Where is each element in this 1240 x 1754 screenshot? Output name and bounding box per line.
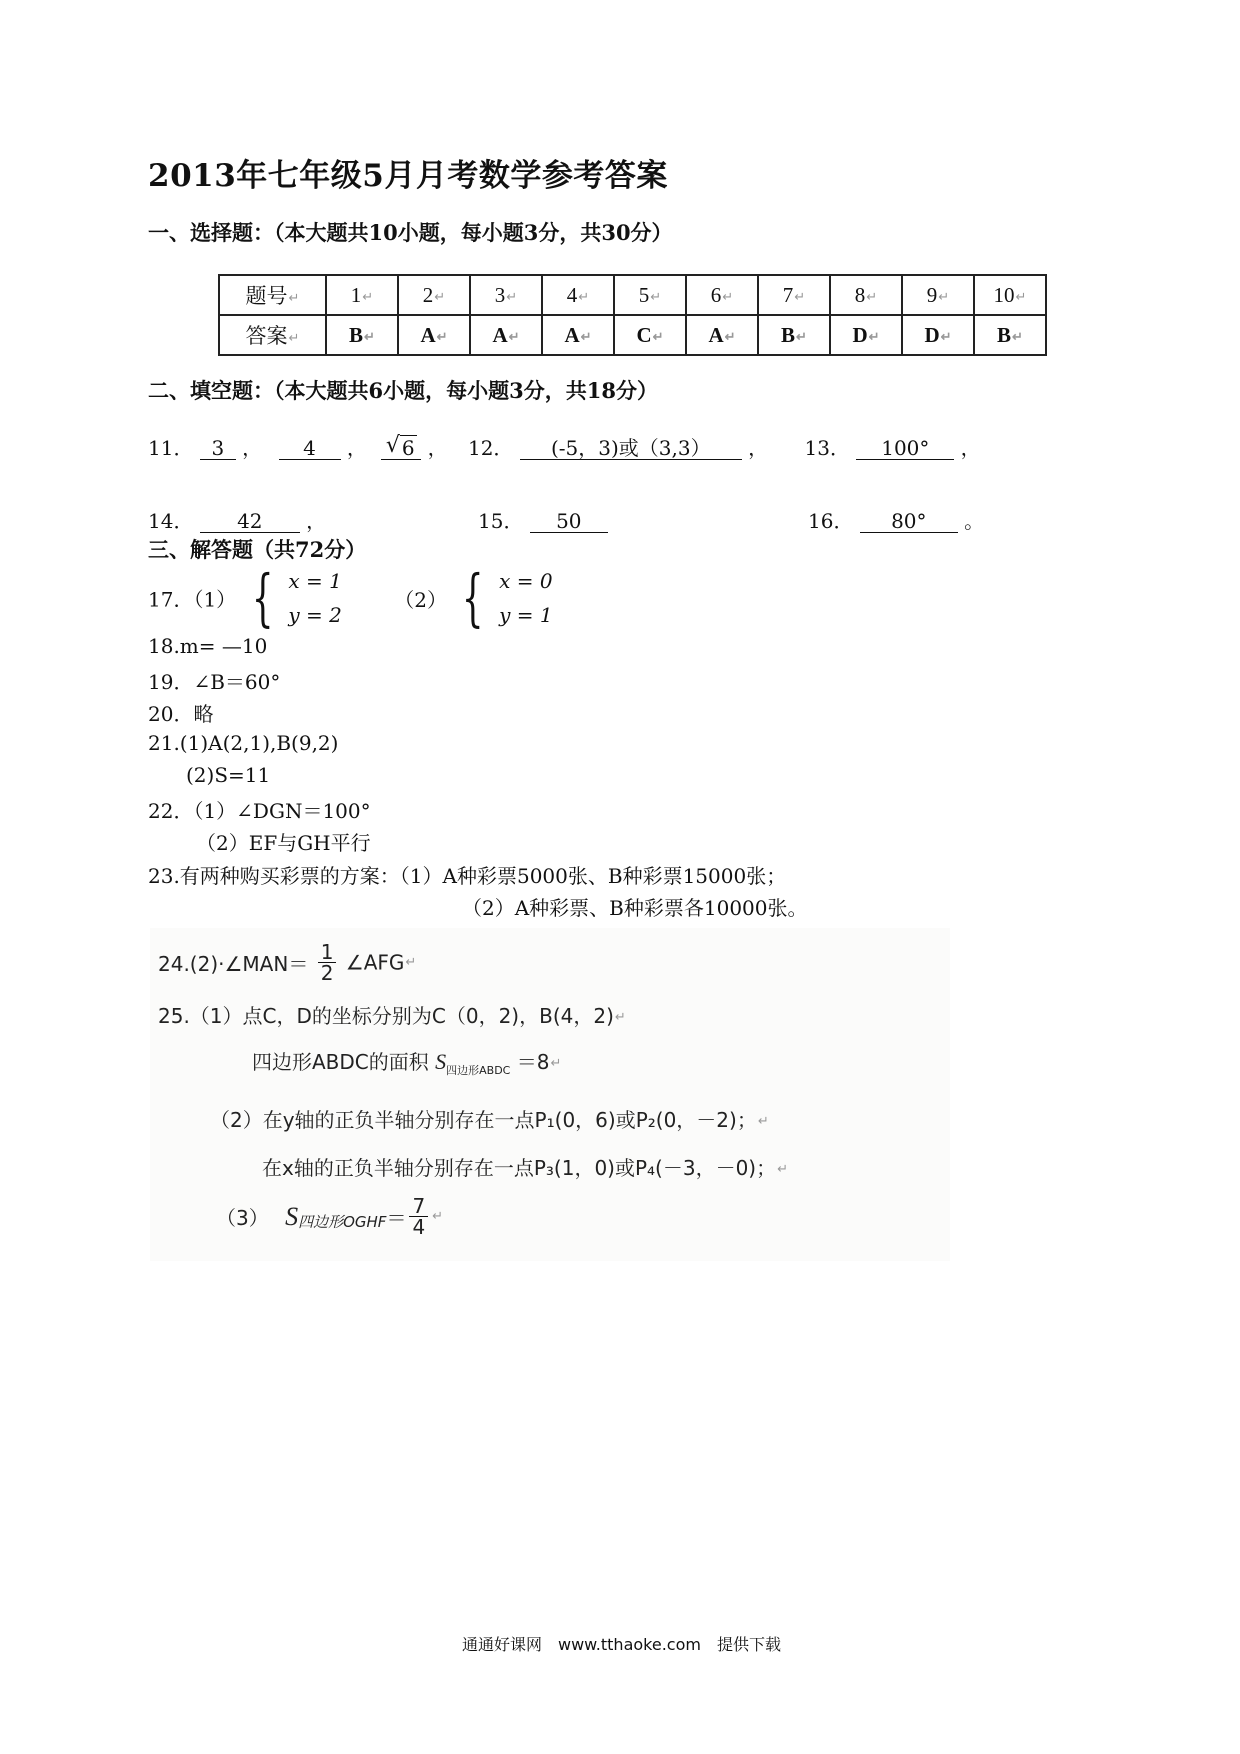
table-label-text: 题号 xyxy=(245,284,288,308)
q15-answer: 50 xyxy=(530,510,608,533)
table-cell-number: 2↵ xyxy=(398,275,470,315)
solution-q24: 24.(2)·∠MAN＝ $\frac{1}{2}$ ∠AFG↵ xyxy=(158,940,417,985)
table-cell-number: 4↵ xyxy=(542,275,614,315)
table-label-text: 答案 xyxy=(245,324,288,348)
answer-table-answer-row xyxy=(219,315,1046,355)
table-cell-answer: D↵ xyxy=(902,315,974,355)
q12-label: 12． xyxy=(467,436,514,460)
section-fill-blank-heading: 二、填空题：（本大题共6小题，每小题3分，共18分） xyxy=(148,378,658,403)
solution-q22-1: 22．（1）∠DGN＝100° xyxy=(148,799,371,823)
answer-table-number-row xyxy=(219,275,1046,315)
table-cell-answer: B↵ xyxy=(326,315,398,355)
table-cell-number: 8↵ xyxy=(830,275,902,315)
table-label-question-number: 题号↵ xyxy=(219,275,326,315)
table-cell-answer: A↵ xyxy=(542,315,614,355)
fraction-one-half: $\frac{1}{2}$ xyxy=(318,942,337,983)
table-cell-number: 1↵ xyxy=(326,275,398,315)
table-cell-number: 3↵ xyxy=(470,275,542,315)
q14-answer: 42 xyxy=(200,510,300,533)
solution-q25-1: 25.（1）点C，D的坐标分别为C（0，2)，B(4，2)↵ xyxy=(158,1004,626,1028)
left-brace: { xyxy=(462,561,484,634)
solution-q21-2: (2)S=11 xyxy=(186,763,271,787)
table-cell-answer: B↵ xyxy=(758,315,830,355)
table-cell-answer: C↵ xyxy=(614,315,686,355)
solution-q23-2: （2）A种彩票、B种彩票各10000张。 xyxy=(462,896,808,920)
table-cell-answer: B↵ xyxy=(974,315,1046,355)
footer-credit: 通通好课网 www.tthaoke.com 提供下载 xyxy=(462,1635,781,1654)
table-label-answer: 答案↵ xyxy=(219,315,326,355)
q17-2-label: （2） xyxy=(394,587,447,612)
q16-answer: 80° xyxy=(860,510,958,533)
q17-2-x: x = 0 xyxy=(499,569,553,593)
solution-q19: 19．∠B＝60° xyxy=(148,670,281,694)
solution-q25-area: 四边形ABDC的面积 $S_{四边形ABDC}$ ＝8↵ xyxy=(252,1049,562,1077)
q16-label: 16． xyxy=(808,509,854,533)
table-cell-answer: A↵ xyxy=(398,315,470,355)
sqrt-symbol: √ 6 xyxy=(386,437,417,459)
table-cell-answer: A↵ xyxy=(686,315,758,355)
q17-1-x: x = 1 xyxy=(288,569,342,593)
fill-q15 xyxy=(478,505,608,534)
table-cell-answer: D↵ xyxy=(830,315,902,355)
solution-q25-2-x: 在x轴的正负半轴分别存在一点P₃(1，0)或P₄(－3，－0)；↵ xyxy=(262,1156,789,1180)
table-cell-number: 10↵ xyxy=(974,275,1046,315)
q17-label: 17．（1） xyxy=(148,587,237,612)
section-multiple-choice-heading: 一、选择题：（本大题共10小题，每小题3分，共30分） xyxy=(148,220,673,245)
fill-q16: 16． 80° 。 xyxy=(808,509,985,533)
solution-q20: 20．略 xyxy=(148,702,214,726)
q17-1-y: y = 2 xyxy=(288,603,342,627)
q17-2-y: y = 1 xyxy=(499,603,553,627)
fill-row-11-13: 11． 3 ， 4 ， √ 6 ， 12． (-5，3)或（3,3） ， 13． 100° ， xyxy=(148,432,981,461)
table-cell-number: 6↵ xyxy=(686,275,758,315)
q15-label: 15． xyxy=(478,509,524,533)
table-cell-answer: A↵ xyxy=(470,315,542,355)
q11-label: 11． xyxy=(148,436,194,460)
table-cell-number: 7↵ xyxy=(758,275,830,315)
section-solutions-heading: 三、解答题（共72分） xyxy=(148,537,367,562)
q11-answer-c xyxy=(381,437,421,460)
solution-q21-1: 21.(1)A(2,1),B(9,2) xyxy=(148,731,339,755)
solution-q18: 18.m= —10 xyxy=(148,634,268,658)
scanned-answer-block xyxy=(150,928,950,1261)
page-title: 2013年七年级5月月考数学参考答案 xyxy=(148,158,668,194)
solution-q22-2: （2）EF与GH平行 xyxy=(196,831,371,855)
q14-label: 14． xyxy=(148,509,194,533)
q13-answer: 100° xyxy=(856,437,954,460)
q17-2-system xyxy=(499,564,553,632)
solution-q25-2-y: （2）在y轴的正负半轴分别存在一点P₁(0，6)或P₂(0，－2)；↵ xyxy=(210,1108,769,1132)
q11-answer-a: 3 xyxy=(200,437,236,460)
q12-answer: (-5，3)或（3,3） xyxy=(520,437,742,460)
fill-q14: 14． 42 ， xyxy=(148,509,327,533)
table-cell-number: 5↵ xyxy=(614,275,686,315)
fraction-seven-quarters: $\frac{7}{4}$ xyxy=(409,1196,428,1237)
q17-1-system xyxy=(288,564,342,632)
q13-label: 13． xyxy=(804,436,850,460)
solution-q23-1: 23.有两种购买彩票的方案：（1）A种彩票5000张、B种彩票15000张； xyxy=(148,864,787,888)
solution-q17 xyxy=(148,561,553,634)
left-brace: { xyxy=(251,561,274,634)
solution-q25-3: （3） $S_{四边形OGHF}=$ $\frac{7}{4}$ ↵ xyxy=(216,1194,444,1239)
table-cell-number: 9↵ xyxy=(902,275,974,315)
q11-answer-b: 4 xyxy=(279,437,341,460)
answer-table xyxy=(218,274,1047,356)
